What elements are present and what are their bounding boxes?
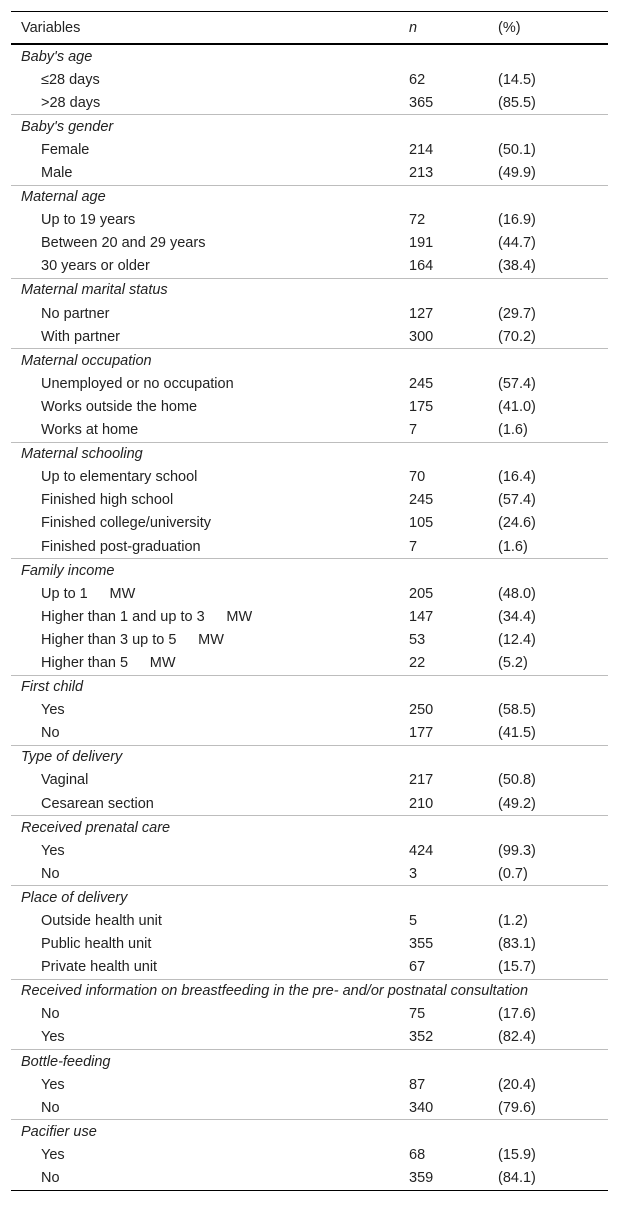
row-percent-value: (38.4) — [498, 258, 536, 275]
table-row — [11, 628, 608, 651]
row-percent-value: (34.4) — [498, 608, 536, 625]
group-label: Baby's gender — [11, 115, 608, 139]
row-label: Outside health unit — [41, 913, 162, 930]
row-label: Finished high school — [41, 492, 174, 509]
group-label: Maternal schooling — [11, 442, 608, 466]
row-percent-value: (58.5) — [498, 702, 536, 719]
table-row — [11, 68, 608, 91]
table-row — [11, 769, 608, 792]
group-header-row — [11, 1050, 608, 1074]
table-row — [11, 792, 608, 816]
table-row — [11, 489, 608, 512]
characteristics-table — [11, 11, 608, 1191]
group-header-row — [11, 816, 608, 840]
table-row — [11, 933, 608, 956]
group-header-row — [11, 442, 608, 466]
row-label: No — [41, 1099, 60, 1116]
row-percent-value: (20.4) — [498, 1076, 536, 1093]
row-label: No — [41, 1006, 60, 1023]
group-header-row — [11, 675, 608, 699]
group-label: Baby's age — [21, 48, 93, 65]
row-label: No — [41, 865, 60, 882]
row-n-value: 22 — [409, 654, 426, 671]
group-header-row — [11, 44, 608, 68]
table-row — [11, 909, 608, 932]
group-header-row — [11, 979, 608, 1003]
row-n-value: 164 — [409, 258, 434, 275]
table-row — [11, 512, 608, 535]
row-label: Yes — [41, 1029, 65, 1046]
row-n-value: 359 — [399, 1167, 494, 1191]
row-label: >28 days — [41, 94, 101, 111]
row-label: Yes — [41, 1146, 65, 1163]
table-row — [11, 839, 608, 862]
row-percent-value: (84.1) — [494, 1167, 608, 1191]
row-percent-value: (29.7) — [498, 305, 536, 322]
row-percent-value: (16.4) — [498, 469, 536, 486]
row-percent-value: (16.9) — [498, 212, 536, 229]
group-label: Received prenatal care — [11, 816, 608, 840]
row-label: ≤28 days — [41, 71, 100, 88]
group-header-row — [11, 115, 608, 139]
row-label: Works at home — [41, 422, 139, 439]
table-row — [11, 209, 608, 232]
row-label: Yes — [41, 702, 65, 719]
row-n-value: 62 — [409, 71, 426, 88]
group-header-row — [11, 745, 608, 769]
row-label: Up to elementary school — [41, 469, 198, 486]
row-percent-value: (15.9) — [498, 1146, 536, 1163]
row-n-value: 250 — [409, 702, 434, 719]
row-label: Male — [41, 165, 73, 182]
row-label: With partner — [41, 328, 120, 345]
row-percent-value: (1.2) — [498, 913, 528, 930]
row-label: No — [41, 725, 60, 742]
row-percent-value: (1.6) — [498, 538, 528, 555]
row-label: 30 years or older — [41, 258, 150, 275]
row-percent-value: (57.4) — [498, 492, 536, 509]
table-row — [11, 722, 608, 746]
group-header-row — [11, 278, 608, 302]
table-row — [11, 419, 608, 443]
row-label: Higher than 3 up to 5 MW — [41, 631, 224, 648]
row-label: Higher than 5 MW — [41, 654, 176, 671]
row-n-value: 70 — [409, 469, 426, 486]
row-percent-value: (99.3) — [498, 842, 536, 859]
row-label: Works outside the home — [41, 398, 198, 415]
table-body — [11, 44, 608, 1190]
row-percent-value: (79.6) — [498, 1099, 536, 1116]
row-n-value: 68 — [409, 1146, 426, 1163]
header-variables: Variables — [11, 12, 399, 45]
row-label: Public health unit — [41, 936, 152, 953]
group-label: Place of delivery — [11, 886, 608, 910]
group-label: Maternal age — [11, 185, 608, 209]
row-percent-value: (82.4) — [498, 1029, 536, 1046]
table-row — [11, 161, 608, 185]
row-n-value: 300 — [409, 328, 434, 345]
row-label: Vaginal — [41, 772, 89, 789]
row-label: Female — [41, 141, 90, 158]
row-label: No partner — [41, 305, 110, 322]
table-row — [11, 1096, 608, 1120]
table-row — [11, 699, 608, 722]
row-percent-value: (41.0) — [498, 398, 536, 415]
row-n-value: 75 — [409, 1006, 426, 1023]
row-n-value: 175 — [409, 398, 434, 415]
row-label: Finished college/university — [41, 515, 212, 532]
header-n: n — [399, 12, 494, 45]
row-n-value: 365 — [409, 94, 434, 111]
group-label: First child — [11, 675, 608, 699]
table-row — [11, 1026, 608, 1050]
row-label: Up to 1 MW — [41, 585, 136, 602]
row-n-value: 213 — [409, 165, 434, 182]
table-row — [11, 395, 608, 418]
group-label: Pacifier use — [11, 1120, 608, 1144]
row-n-value: 53 — [409, 631, 426, 648]
row-n-value: 210 — [409, 795, 434, 812]
row-label: Between 20 and 29 years — [41, 235, 206, 252]
row-n-value: 245 — [409, 375, 434, 392]
table-row — [11, 1167, 608, 1191]
table-row — [11, 372, 608, 395]
table-row — [11, 605, 608, 628]
row-n-value: 87 — [409, 1076, 426, 1093]
group-label: Type of delivery — [11, 745, 608, 769]
group-label: Family income — [11, 559, 608, 583]
row-n-value: 217 — [409, 772, 434, 789]
row-percent-value: (0.7) — [498, 865, 528, 882]
header-row — [11, 12, 608, 45]
table-row — [11, 1143, 608, 1166]
table-row — [11, 325, 608, 349]
row-label: Yes — [41, 1076, 65, 1093]
row-percent-value: (83.1) — [498, 936, 536, 953]
row-n-value: 424 — [409, 842, 434, 859]
row-n-value: 355 — [409, 936, 434, 953]
row-n-value: 177 — [409, 725, 434, 742]
header-percent: (%) — [494, 12, 608, 45]
group-header-row — [11, 1120, 608, 1144]
row-label: Up to 19 years — [41, 212, 136, 229]
row-percent-value: (17.6) — [498, 1006, 536, 1023]
group-label: Maternal occupation — [11, 349, 608, 373]
group-header-row — [11, 886, 608, 910]
table-header — [11, 12, 608, 45]
row-label: Unemployed or no occupation — [41, 375, 234, 392]
table-row — [11, 91, 608, 115]
row-n-value: 191 — [409, 235, 434, 252]
group-label: Maternal marital status — [11, 278, 608, 302]
row-label: Higher than 1 and up to 3 MW — [41, 608, 253, 625]
row-n-value: 147 — [409, 608, 434, 625]
group-header-row — [11, 559, 608, 583]
row-percent-value: (49.9) — [498, 165, 536, 182]
row-percent-value: (70.2) — [498, 328, 536, 345]
table-row — [11, 582, 608, 605]
row-percent-value: (48.0) — [498, 585, 536, 602]
row-percent-value: (41.5) — [498, 725, 536, 742]
group-label: Bottle-feeding — [11, 1050, 608, 1074]
row-percent-value: (44.7) — [498, 235, 536, 252]
row-n-value: 5 — [409, 913, 418, 930]
row-percent-value: (49.2) — [498, 795, 536, 812]
table-row — [11, 1073, 608, 1096]
row-n-value: 3 — [409, 865, 418, 882]
row-n-value: 105 — [409, 515, 434, 532]
row-percent-value: (50.1) — [498, 141, 536, 158]
row-n-value: 352 — [409, 1029, 434, 1046]
row-percent-value: (57.4) — [498, 375, 536, 392]
row-n-value: 340 — [409, 1099, 434, 1116]
table-row — [11, 535, 608, 559]
row-n-value: 7 — [409, 538, 418, 555]
row-percent-value: (24.6) — [498, 515, 536, 532]
table-row — [11, 862, 608, 886]
table-row — [11, 956, 608, 980]
row-percent-value: (5.2) — [498, 654, 528, 671]
table-row — [11, 232, 608, 255]
row-n-value: 127 — [409, 305, 434, 322]
group-header-row — [11, 349, 608, 373]
row-label: Private health unit — [41, 959, 158, 976]
table-row — [11, 1003, 608, 1026]
data-table-container — [11, 11, 608, 1191]
row-n-value: 214 — [409, 141, 434, 158]
row-n-value: 67 — [409, 959, 426, 976]
group-header-row — [11, 185, 608, 209]
table-row — [11, 302, 608, 325]
row-percent-value: (50.8) — [498, 772, 536, 789]
table-row — [11, 466, 608, 489]
row-label: No — [11, 1167, 399, 1191]
row-label: Finished post-graduation — [41, 538, 201, 555]
row-percent-value: (85.5) — [498, 94, 536, 111]
row-label: Yes — [41, 842, 65, 859]
table-row — [11, 255, 608, 279]
table-row — [11, 651, 608, 675]
row-n-value: 7 — [409, 422, 418, 439]
table-row — [11, 138, 608, 161]
row-percent-value: (14.5) — [498, 71, 536, 88]
row-n-value: 72 — [409, 212, 426, 229]
row-percent-value: (1.6) — [498, 422, 528, 439]
group-label: Received information on breastfeeding in the pre- and/or postnatal consultation — [11, 979, 608, 1003]
row-n-value: 245 — [409, 492, 434, 509]
row-percent-value: (12.4) — [498, 631, 536, 648]
row-n-value: 205 — [409, 585, 434, 602]
row-percent-value: (15.7) — [498, 959, 536, 976]
row-label: Cesarean section — [41, 795, 154, 812]
